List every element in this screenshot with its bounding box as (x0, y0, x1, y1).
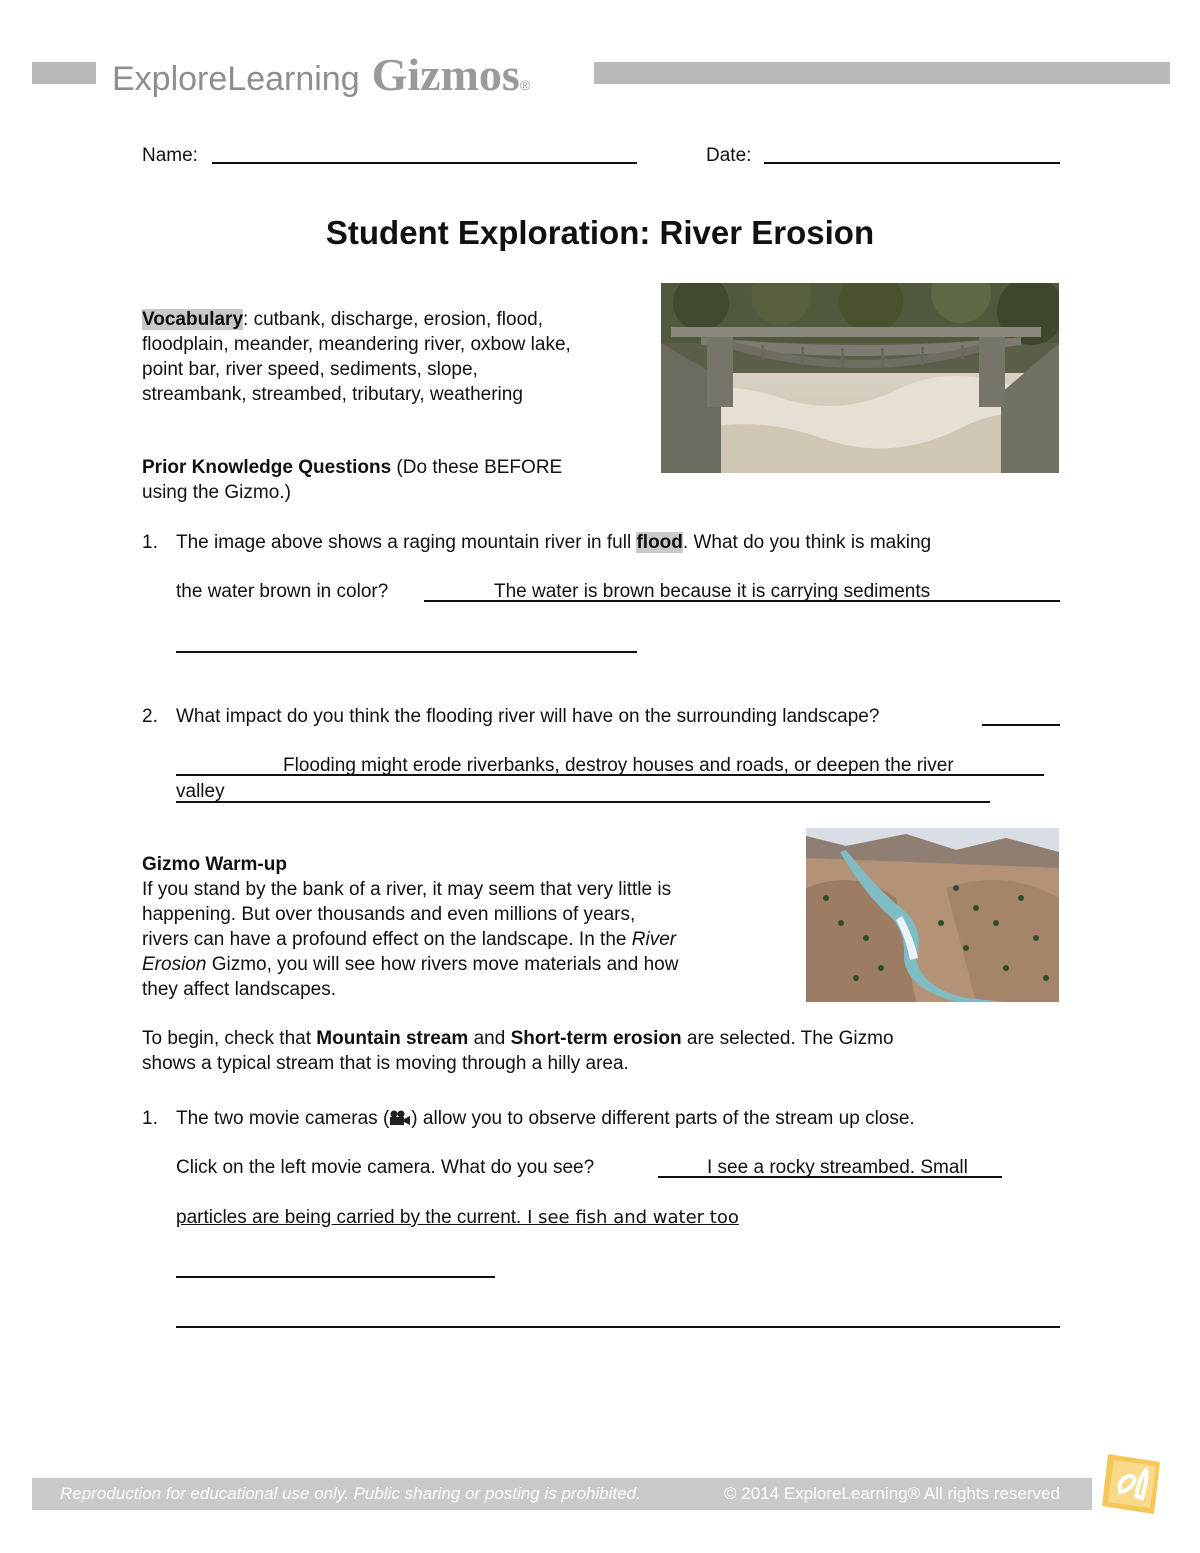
short-term-erosion-option: Short-term erosion (510, 1028, 682, 1049)
prior-knowledge-line-2: using the Gizmo.) (142, 482, 291, 503)
question-1-answer-line-2[interactable] (176, 651, 637, 653)
date-field[interactable] (764, 162, 1060, 164)
date-label: Date: (706, 145, 752, 166)
vocabulary-label: Vocabulary (142, 309, 244, 330)
prior-knowledge-heading: Prior Knowledge Questions (142, 457, 392, 478)
begin-line-1: To begin, check that Mountain stream and Short-term erosion are selected. The Gizmo (142, 1028, 894, 1049)
vocabulary-line-3: point bar, river speed, sediments, slope, (142, 359, 478, 380)
brand-registered-mark: ® (519, 77, 531, 93)
warmup-question-1-answer-1: I see a rocky streambed. Small (707, 1157, 968, 1178)
warmup-question-1-answer-line-4[interactable] (176, 1326, 1060, 1328)
question-2-answer-2: valley (176, 781, 225, 802)
question-1-number: 1. (142, 532, 158, 553)
flood-highlight: flood (636, 532, 683, 553)
brand-explorelearning: ExploreLearning (112, 60, 360, 98)
begin-line-2: shows a typical stream that is moving through a hilly area. (142, 1053, 629, 1074)
warmup-question-1-answer-line-3[interactable] (176, 1276, 495, 1278)
vocabulary-line-2: floodplain, meander, meandering river, oxbow lake, (142, 334, 571, 355)
explorelearning-logo-icon (1096, 1448, 1168, 1520)
question-1-answer: The water is brown because it is carrying sediments (494, 581, 931, 602)
name-label: Name: (142, 145, 198, 166)
question-1-text-cont: the water brown in color? (176, 581, 389, 602)
header-bar-left (32, 62, 96, 84)
river-gizmo-image (806, 828, 1059, 1002)
mountain-stream-option: Mountain stream (316, 1028, 469, 1049)
header-bar-right (594, 62, 1170, 84)
vocabulary-line-1: Vocabulary: cutbank, discharge, erosion, flood, (142, 309, 543, 330)
question-2-answer-line-1[interactable] (982, 724, 1060, 726)
footer-copyright: © 2014 ExploreLearning® All rights reserved (724, 1484, 1060, 1503)
warmup-question-1-text: The two movie cameras ( ) allow you to observe different parts of the stream up close. (176, 1108, 915, 1129)
brand-logo (112, 48, 530, 98)
flood-bridge-photo (661, 283, 1059, 473)
question-1-text: The image above shows a raging mountain river in full flood. What do you think is making (176, 532, 932, 553)
prior-knowledge-line-1: Prior Knowledge Questions (Do these BEFORE (142, 457, 563, 478)
question-2-number: 2. (142, 706, 158, 727)
warmup-line-3: rivers can have a profound effect on the landscape. In the River (142, 929, 677, 950)
warmup-heading: Gizmo Warm-up (142, 854, 287, 875)
warmup-line-4: Erosion Gizmo, you will see how rivers move materials and how (142, 954, 679, 975)
vocabulary-line-4: streambank, streambed, tributary, weathering (142, 384, 523, 405)
question-2-answer-line-3[interactable] (176, 801, 990, 803)
warmup-question-1-number: 1. (142, 1108, 158, 1129)
name-field[interactable] (212, 162, 637, 164)
warmup-question-1-text-cont: Click on the left movie camera. What do you see? (176, 1157, 595, 1178)
page-title: Student Exploration: River Erosion (325, 214, 875, 251)
question-2-answer-1: Flooding might erode riverbanks, destroy houses and roads, or deepen the river (283, 755, 954, 776)
movie-camera-icon (389, 1109, 411, 1125)
footer-disclaimer: Reproduction for educational use only. Public sharing or posting is prohibited. (60, 1484, 641, 1503)
question-2-text: What impact do you think the flooding river will have on the surrounding landscape? (176, 706, 880, 727)
brand-gizmos: Gizmos (371, 49, 520, 100)
warmup-line-2: happening. But over thousands and even millions of years, (142, 904, 636, 925)
warmup-question-1-answer-2: particles are being carried by the current. I see fish and water too (176, 1207, 739, 1228)
warmup-line-5: they affect landscapes. (142, 979, 336, 1000)
warmup-line-1: If you stand by the bank of a river, it may seem that very little is (142, 879, 672, 900)
